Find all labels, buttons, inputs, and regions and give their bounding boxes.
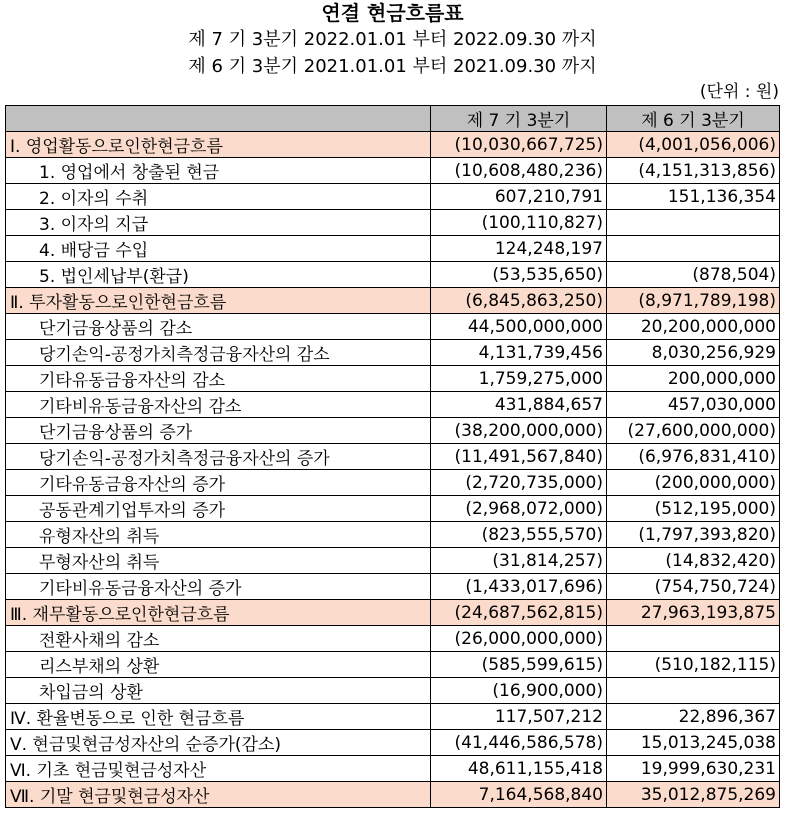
row-label: 당기손익-공정가치측정금융자산의 증가 <box>6 444 431 470</box>
table-row <box>6 158 780 184</box>
table-row <box>6 210 780 236</box>
period-previous: 제 6 기 3분기 2021.01.01 부터 2021.09.30 까지 <box>188 56 597 77</box>
row-current-value: (10,608,480,236) <box>431 158 607 184</box>
table-row <box>6 262 780 288</box>
section-row <box>6 288 780 314</box>
header-row <box>6 106 780 132</box>
table-row <box>6 184 780 210</box>
row-current-value: (1,433,017,696) <box>431 574 607 600</box>
row-current-value: (585,599,615) <box>431 652 607 678</box>
row-current-value: (2,720,735,000) <box>431 470 607 496</box>
row-previous-value: (27,600,000,000) <box>607 418 780 444</box>
table-row <box>6 236 780 262</box>
row-previous-value <box>607 626 780 652</box>
section-row <box>6 600 780 626</box>
row-previous-value <box>607 678 780 704</box>
row-current-value: (53,535,650) <box>431 262 607 288</box>
row-label: 4. 배당금 수입 <box>6 236 431 262</box>
row-previous-value: 200,000,000 <box>607 366 780 392</box>
row-current-value: 117,507,212 <box>431 704 607 730</box>
row-current-value: 1,759,275,000 <box>431 366 607 392</box>
cash-flow-table <box>5 105 780 808</box>
table-row <box>6 548 780 574</box>
row-label: Ⅲ. 재무활동으로인한현금흐름 <box>6 600 431 626</box>
row-previous-value: 151,136,354 <box>607 184 780 210</box>
table-row <box>6 496 780 522</box>
row-label: 공동관계기업투자의 증가 <box>6 496 431 522</box>
row-previous-value: (512,195,000) <box>607 496 780 522</box>
table-row <box>6 470 780 496</box>
row-label: 3. 이자의 지급 <box>6 210 431 236</box>
row-current-value: 431,884,657 <box>431 392 607 418</box>
row-current-value: (2,968,072,000) <box>431 496 607 522</box>
row-previous-value: (4,151,313,856) <box>607 158 780 184</box>
table-row <box>6 418 780 444</box>
row-previous-value: 35,012,875,269 <box>607 782 780 808</box>
row-label: Ⅳ. 환율변동으로 인한 현금흐름 <box>6 704 431 730</box>
header-blank <box>6 106 431 132</box>
row-previous-value: (8,971,789,198) <box>607 288 780 314</box>
row-label: Ⅵ. 기초 현금및현금성자산 <box>6 756 431 782</box>
table-row <box>6 366 780 392</box>
row-label: 전환사채의 감소 <box>6 626 431 652</box>
row-current-value: 124,248,197 <box>431 236 607 262</box>
header-current-period: 제 7 기 3분기 <box>431 106 607 132</box>
row-label: 2. 이자의 수취 <box>6 184 431 210</box>
row-label: 당기손익-공정가치측정금융자산의 감소 <box>6 340 431 366</box>
row-label: 단기금융상품의 증가 <box>6 418 431 444</box>
row-previous-value: (878,504) <box>607 262 780 288</box>
row-previous-value: (754,750,724) <box>607 574 780 600</box>
row-current-value: 44,500,000,000 <box>431 314 607 340</box>
row-current-value: (10,030,667,725) <box>431 132 607 158</box>
row-current-value: (100,110,827) <box>431 210 607 236</box>
row-current-value: (31,814,257) <box>431 548 607 574</box>
row-previous-value: 15,013,245,038 <box>607 730 780 756</box>
row-current-value: 48,611,155,418 <box>431 756 607 782</box>
header-previous-period: 제 6 기 3분기 <box>607 106 780 132</box>
row-label: Ⅱ. 투자활동으로인한현금흐름 <box>6 288 431 314</box>
section-row <box>6 782 780 808</box>
row-label: 1. 영업에서 창출된 현금 <box>6 158 431 184</box>
row-current-value: (16,900,000) <box>431 678 607 704</box>
section-row <box>6 132 780 158</box>
table-row <box>6 392 780 418</box>
row-label: Ⅴ. 현금및현금성자산의 순증가(감소) <box>6 730 431 756</box>
table-row <box>6 574 780 600</box>
row-label: 무형자산의 취득 <box>6 548 431 574</box>
row-previous-value: 8,030,256,929 <box>607 340 780 366</box>
row-label: 기타비유동금융자산의 증가 <box>6 574 431 600</box>
row-current-value: (41,446,586,578) <box>431 730 607 756</box>
table-row <box>6 678 780 704</box>
row-current-value: (6,845,863,250) <box>431 288 607 314</box>
row-label: 차입금의 상환 <box>6 678 431 704</box>
row-label: 리스부채의 상환 <box>6 652 431 678</box>
row-current-value: (26,000,000,000) <box>431 626 607 652</box>
row-current-value: (24,687,562,815) <box>431 600 607 626</box>
report-title: 연결 현금흐름표 <box>321 1 464 25</box>
table-row <box>6 522 780 548</box>
table-body <box>6 132 780 808</box>
table-row <box>6 314 780 340</box>
row-current-value: 607,210,791 <box>431 184 607 210</box>
row-current-value: 7,164,568,840 <box>431 782 607 808</box>
table-row <box>6 444 780 470</box>
row-label: 단기금융상품의 감소 <box>6 314 431 340</box>
period-current: 제 7 기 3분기 2022.01.01 부터 2022.09.30 까지 <box>188 29 597 50</box>
table-row <box>6 652 780 678</box>
row-previous-value: (510,182,115) <box>607 652 780 678</box>
table-row <box>6 340 780 366</box>
unit-label: (단위 : 원) <box>699 82 779 102</box>
row-previous-value: 19,999,630,231 <box>607 756 780 782</box>
row-label: Ⅰ. 영업활동으로인한현금흐름 <box>6 132 431 158</box>
row-previous-value <box>607 236 780 262</box>
table-row <box>6 626 780 652</box>
row-previous-value <box>607 210 780 236</box>
row-current-value: (38,200,000,000) <box>431 418 607 444</box>
row-current-value: (11,491,567,840) <box>431 444 607 470</box>
row-previous-value: 22,896,367 <box>607 704 780 730</box>
row-label: 유형자산의 취득 <box>6 522 431 548</box>
row-label: Ⅶ. 기말 현금및현금성자산 <box>6 782 431 808</box>
row-previous-value: 27,963,193,875 <box>607 600 780 626</box>
table-row <box>6 704 780 730</box>
row-previous-value: 20,200,000,000 <box>607 314 780 340</box>
row-current-value: (823,555,570) <box>431 522 607 548</box>
row-label: 기타유동금융자산의 증가 <box>6 470 431 496</box>
row-label: 기타비유동금융자산의 감소 <box>6 392 431 418</box>
table-row <box>6 756 780 782</box>
row-previous-value: 457,030,000 <box>607 392 780 418</box>
row-previous-value: (200,000,000) <box>607 470 780 496</box>
row-current-value: 4,131,739,456 <box>431 340 607 366</box>
row-previous-value: (14,832,420) <box>607 548 780 574</box>
row-previous-value: (1,797,393,820) <box>607 522 780 548</box>
row-previous-value: (6,976,831,410) <box>607 444 780 470</box>
row-label: 기타유동금융자산의 감소 <box>6 366 431 392</box>
row-previous-value: (4,001,056,006) <box>607 132 780 158</box>
table-row <box>6 730 780 756</box>
row-label: 5. 법인세납부(환급) <box>6 262 431 288</box>
